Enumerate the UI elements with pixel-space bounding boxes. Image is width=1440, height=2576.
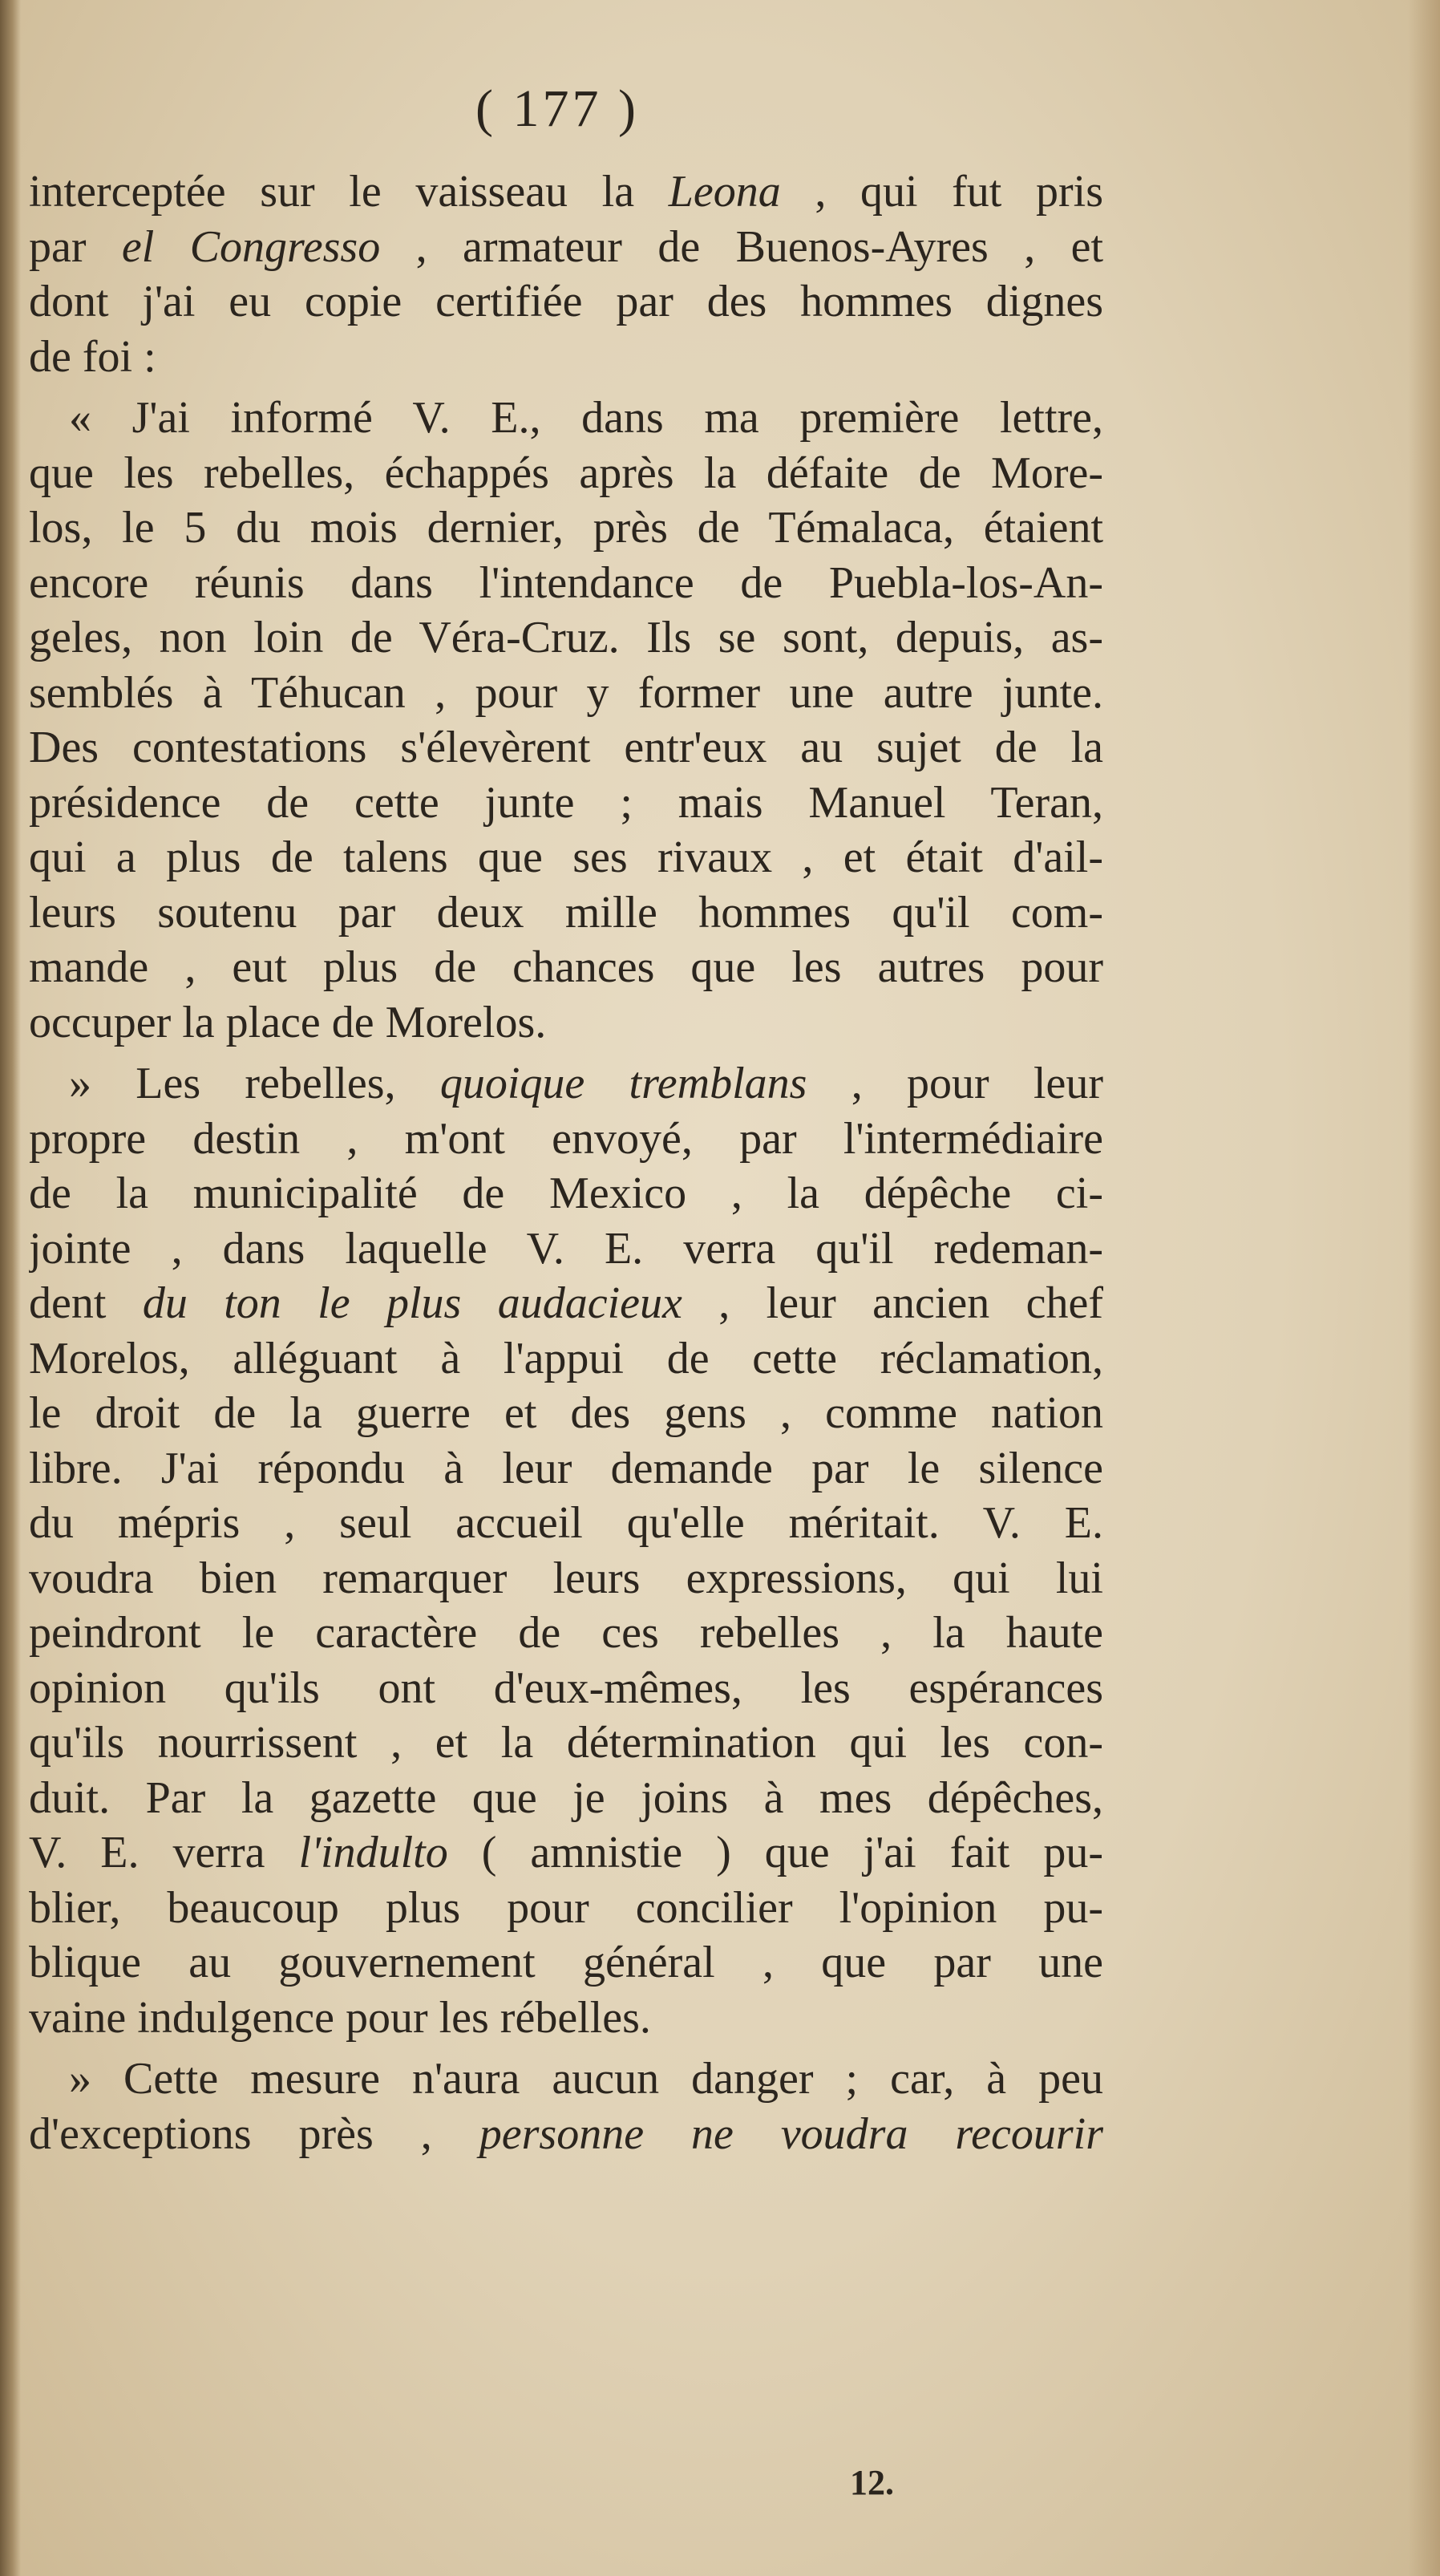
text-segment: blique au gouvernement général , que par une: [29, 1938, 1103, 1987]
text-line: [29, 1166, 1103, 1221]
italic-text-segment: Leona: [668, 167, 781, 217]
text-segment: dont j'ai eu copie certifiée par des hommes dignes: [29, 277, 1103, 326]
text-line: [29, 1606, 1103, 1661]
text-segment: que les rebelles, échappés après la défaite de More-: [29, 448, 1103, 498]
text-line: [29, 995, 1103, 1051]
text-line: [29, 1881, 1103, 1936]
text-segment: dent: [29, 1278, 143, 1328]
text-segment: occuper la place de Morelos.: [29, 997, 547, 1047]
text-line: [29, 1276, 1103, 1331]
page-number: ( 177 ): [475, 79, 639, 138]
text-segment: libre. J'ai répondu à leur demande par le silence: [29, 1443, 1103, 1493]
text-line: [29, 500, 1103, 556]
text-line: [29, 666, 1103, 721]
text-line: [29, 1771, 1103, 1826]
text-segment: , pour leur: [807, 1059, 1103, 1108]
text-line: [29, 391, 1103, 446]
italic-text-segment: personne ne voudra recourir: [479, 2108, 1103, 2159]
text-segment: , armateur de Buenos-Ayres , et: [380, 221, 1103, 272]
text-segment: le droit de la guerre et des gens , comme nation: [29, 1388, 1103, 1438]
text-segment: peindront le caractère de ces rebelles , la haute: [29, 1608, 1103, 1658]
text-segment: de foi :: [29, 331, 156, 382]
text-segment: voudra bien remarquer leurs expressions, qui lui: [29, 1553, 1103, 1603]
text-line: [29, 330, 1103, 385]
text-segment: , qui fut pris: [780, 167, 1103, 217]
text-segment: geles, non loin de Véra-Cruz. Ils se sont, depuis, as-: [29, 613, 1103, 662]
signature-mark: 12.: [850, 2463, 894, 2502]
body-text: [29, 164, 1103, 2161]
text-segment: ( amnistie ) que j'ai fait pu-: [447, 1828, 1103, 1877]
text-line: [29, 720, 1103, 776]
text-segment: du mépris , seul accueil qu'elle méritait. V. E.: [29, 1498, 1103, 1548]
text-segment: encore réunis dans l'intendance de Puebla-los-An-: [29, 557, 1103, 608]
text-segment: los, le 5 du mois dernier, près de Témalaca, étaient: [29, 503, 1103, 553]
page-edge-shadow: [1408, 0, 1440, 2576]
text-segment: leurs soutenu par deux mille hommes qu'il com-: [29, 887, 1103, 938]
text-line: [29, 1825, 1103, 1881]
text-line: [29, 940, 1103, 995]
text-line: [29, 2107, 1103, 2162]
text-line: [29, 446, 1103, 501]
text-segment: Morelos, alléguant à l'appui de cette réclamation,: [29, 1333, 1103, 1383]
text-line: [29, 164, 1103, 220]
text-line: [29, 1661, 1103, 1716]
text-line: [29, 1496, 1103, 1551]
text-segment: , leur ancien chef: [682, 1278, 1103, 1328]
text-segment: » Cette mesure n'aura aucun danger ; car, à peu: [69, 2054, 1103, 2104]
text-line: [29, 274, 1103, 330]
italic-text-segment: el Congresso: [121, 221, 381, 272]
text-segment: V. E. verra: [29, 1828, 299, 1877]
text-segment: mande , eut plus de chances que les autres pour: [29, 942, 1103, 992]
text-line: [29, 556, 1103, 611]
text-line: [29, 1441, 1103, 1497]
text-line: [29, 885, 1103, 941]
text-line: [29, 1935, 1103, 1991]
text-line: [29, 1112, 1103, 1167]
text-segment: vaine indulgence pour les rébelles.: [29, 1992, 651, 2043]
text-line: [29, 610, 1103, 666]
text-segment: « J'ai informé V. E., dans ma première lettre,: [69, 393, 1103, 443]
text-segment: propre destin , m'ont envoyé, par l'intermédiaire: [29, 1113, 1103, 1164]
text-line: [29, 1991, 1103, 2046]
text-segment: semblés à Téhucan , pour y former une autre junte.: [29, 667, 1103, 718]
text-segment: jointe , dans laquelle V. E. verra qu'il redeman-: [29, 1223, 1103, 1274]
text-segment: opinion qu'ils ont d'eux-mêmes, les espérances: [29, 1663, 1103, 1713]
text-segment: Des contestations s'élevèrent entr'eux au sujet de la: [29, 723, 1103, 772]
italic-text-segment: l'indulto: [298, 1828, 448, 1877]
text-segment: de la municipalité de Mexico , la dépêche ci-: [29, 1169, 1103, 1218]
text-line: [29, 2051, 1103, 2107]
text-line: [29, 830, 1103, 885]
text-segment: duit. Par la gazette que je joins à mes dépêches,: [29, 1772, 1103, 1823]
text-segment: blier, beaucoup plus pour concilier l'opinion pu-: [29, 1882, 1103, 1933]
text-segment: qu'ils nourrissent , et la détermination qui les con-: [29, 1718, 1103, 1768]
text-line: [29, 1551, 1103, 1606]
text-line: [29, 1715, 1103, 1771]
text-line: [29, 1056, 1103, 1112]
text-segment: » Les rebelles,: [69, 1059, 440, 1108]
text-line: [29, 776, 1103, 831]
page-binding-shadow: [0, 0, 21, 2576]
italic-text-segment: quoique tremblans: [439, 1059, 807, 1108]
text-segment: interceptée sur le vaisseau la: [29, 167, 669, 217]
text-segment: qui a plus de talens que ses rivaux , et était d'ail-: [29, 832, 1103, 882]
text-segment: présidence de cette junte ; mais Manuel Teran,: [29, 777, 1103, 828]
text-line: [29, 1221, 1103, 1277]
text-segment: par: [29, 221, 122, 272]
text-line: [29, 220, 1103, 275]
italic-text-segment: du ton le plus audacieux: [142, 1278, 682, 1328]
text-segment: d'exceptions près ,: [29, 2108, 479, 2159]
text-line: [29, 1331, 1103, 1387]
text-line: [29, 1386, 1103, 1441]
